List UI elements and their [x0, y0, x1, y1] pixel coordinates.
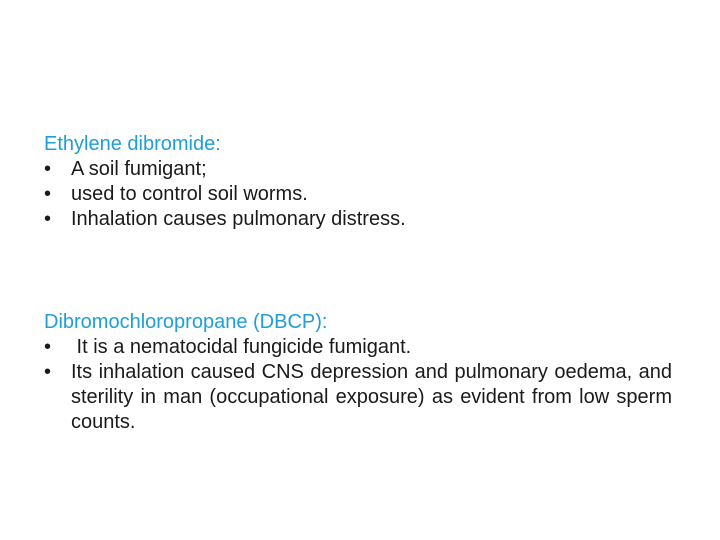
list-item	[44, 182, 672, 207]
list-item	[44, 157, 672, 182]
bullet-icon: •	[44, 336, 52, 358]
bullet-icon: •	[44, 361, 52, 383]
list-item-text: Its inhalation caused CNS depression and pulmonary oedema, and sterility in man (occupational exposure) as evident from low sperm counts.	[71, 361, 672, 433]
bullet-list	[44, 157, 672, 232]
bullet-icon: •	[44, 183, 52, 205]
bullet-icon: •	[44, 158, 52, 180]
list-item-text: It is a nematocidal fungicide fumigant.	[71, 336, 412, 358]
list-item-text: used to control soil worms.	[71, 183, 308, 205]
section-heading: Dibromochloropropane (DBCP):	[44, 311, 328, 333]
dbcp-section	[44, 310, 672, 435]
section-heading: Ethylene dibromide:	[44, 133, 221, 155]
list-item	[44, 335, 672, 360]
bullet-list	[44, 335, 672, 435]
list-item	[44, 360, 672, 435]
list-item-text: Inhalation causes pulmonary distress.	[71, 208, 406, 230]
bullet-icon: •	[44, 208, 52, 230]
list-item-text: A soil fumigant;	[71, 158, 207, 180]
ethylene-dibromide-section	[44, 132, 672, 232]
list-item	[44, 207, 672, 232]
